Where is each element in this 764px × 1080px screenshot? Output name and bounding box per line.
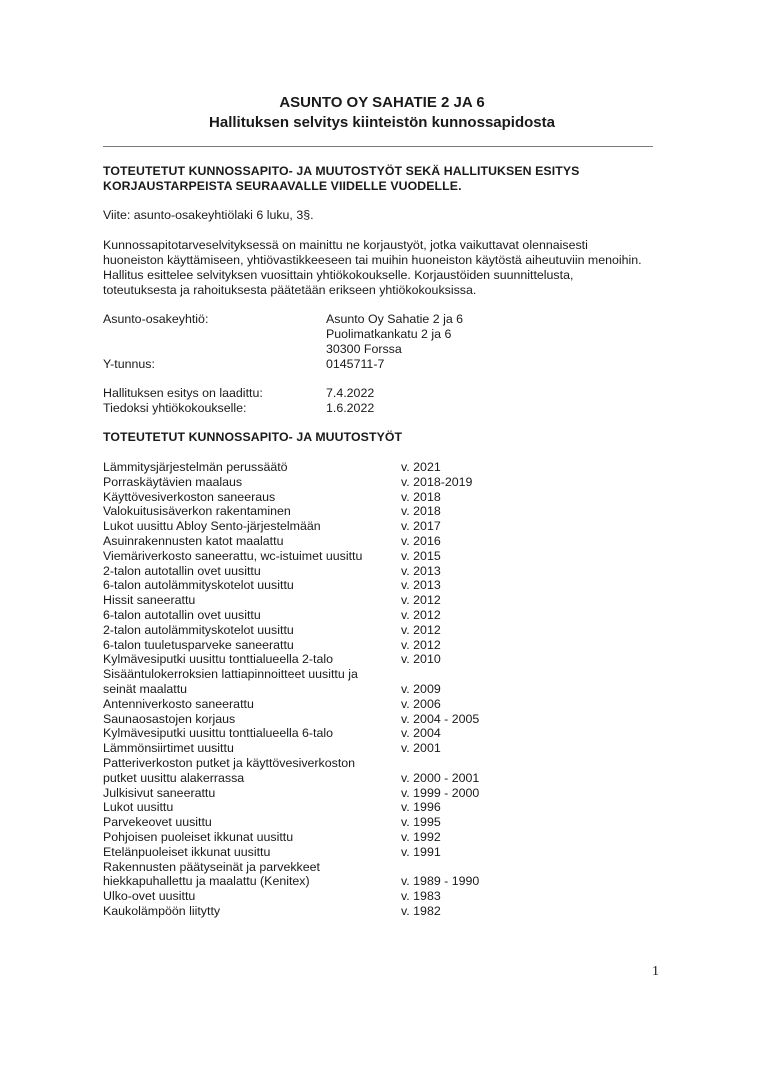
page-number: 1 [652, 964, 659, 979]
work-description: hiekkapuhallettu ja maalattu (Kenitex) [103, 874, 310, 889]
work-year: v. 2004 [401, 726, 441, 741]
law-reference: Viite: asunto-osakeyhtiölaki 6 luku, 3§. [103, 208, 314, 222]
document-subtitle: Hallituksen selvitys kiinteistön kunnossapidosta [209, 114, 555, 131]
section-heading-line: KORJAUSTARPEISTA SEURAAVALLE VIIDELLE VUODELLE. [103, 179, 462, 193]
work-description: Asuinrakennusten katot maalattu [103, 534, 284, 548]
work-description: Pohjoisen puoleiset ikkunat uusittu [103, 830, 294, 844]
work-description: 6-talon autolämmityskotelot uusittu [103, 578, 294, 593]
work-description: Lämmitysjärjestelmän perussäätö [103, 460, 288, 474]
intro-line: toteutuksesta ja rahoituksesta päätetään erikseen yhtiökokouksissa. [103, 283, 477, 297]
work-year: v. 2012 [401, 637, 441, 652]
work-description: putket uusittu alakerrassa [103, 770, 245, 785]
work-description: Valokuitusisäverkon rakentaminen [103, 504, 291, 519]
work-description: Viemäriverkosto saneerattu, wc-istuimet uusittu [103, 548, 363, 563]
work-year: v. 1999 - 2000 [401, 785, 480, 800]
work-description: Julkisivut saneerattu [103, 785, 216, 800]
work-year: v. 2010 [401, 652, 441, 667]
section-heading-line: TOTEUTETUT KUNNOSSAPITO- JA MUUTOSTYÖT SEKÄ HALLITUKSEN ESITYS [103, 164, 580, 178]
work-description: Kylmävesiputki uusittu tonttialueella 6-talo [103, 726, 334, 741]
document-title: ASUNTO OY SAHATIE 2 JA 6 [279, 94, 485, 111]
work-year: v. 2013 [401, 563, 441, 578]
work-description: 2-talon autolämmityskotelot uusittu [103, 622, 294, 637]
intro-line: Hallitus esittelee selvityksen vuosittain yhtiökokoukselle. Korjaustöiden suunnittelusta, [103, 268, 574, 282]
work-description: Parvekeovet uusittu [103, 815, 212, 830]
work-description: Porraskäytävien maalaus [103, 474, 243, 489]
work-year: v. 1989 - 1990 [401, 874, 480, 889]
work-description: Käyttövesiverkoston saneeraus [103, 489, 276, 504]
title-divider [103, 146, 653, 147]
section-heading-completed-works: TOTEUTETUT KUNNOSSAPITO- JA MUUTOSTYÖT [103, 430, 403, 444]
meeting-label: Tiedoksi yhtiökokoukselle: [103, 401, 247, 415]
work-description: 2-talon autotallin ovet uusittu [103, 563, 261, 578]
ytunnus-label: Y-tunnus: [103, 357, 155, 371]
work-description: Kaukolämpöön liitytty [103, 904, 221, 918]
work-description: Antenniverkosto saneerattu [103, 696, 254, 711]
work-year: v. 2021 [401, 460, 441, 474]
company-name: Asunto Oy Sahatie 2 ja 6 [326, 312, 464, 326]
work-description: 6-talon autotallin ovet uusittu [103, 608, 261, 622]
work-year: v. 1982 [401, 904, 441, 918]
work-year: v. 1996 [401, 800, 441, 815]
work-description: Etelänpuoleiset ikkunat uusittu [103, 844, 271, 859]
work-year: v. 1995 [401, 815, 441, 830]
work-description: Saunaosastojen korjaus [103, 711, 236, 726]
intro-line: huoneiston käyttämiseen, yhtiövastikkeeseen tai muihin huoneiston käytöstä aiheutuviin menoihin. [103, 253, 642, 267]
work-description: Lukot uusittu [103, 800, 174, 815]
company-label: Asunto-osakeyhtiö: [103, 312, 209, 326]
work-year: v. 2016 [401, 534, 441, 548]
work-year: v. 2009 [401, 682, 441, 696]
work-year: v. 2015 [401, 548, 441, 563]
work-year: v. 2012 [401, 593, 441, 608]
ytunnus-value: 0145711-7 [326, 357, 385, 371]
intro-paragraph [103, 238, 663, 298]
work-description: Kylmävesiputki uusittu tonttialueella 2-talo [103, 652, 334, 667]
work-year: v. 2018-2019 [401, 474, 473, 489]
work-description: Ulko-ovet uusittu [103, 889, 196, 904]
work-description: Rakennusten päätyseinät ja parvekkeet [103, 859, 320, 874]
company-postal: 30300 Forssa [326, 342, 402, 356]
work-year: v. 2004 - 2005 [401, 711, 480, 726]
work-year: v. 1991 [401, 844, 441, 859]
work-description: 6-talon tuuletusparveke saneerattu [103, 637, 294, 652]
work-year: v. 1983 [401, 889, 441, 904]
work-year: v. 2017 [401, 519, 441, 534]
prepared-date: 7.4.2022 [326, 386, 375, 400]
work-year: v. 2018 [401, 489, 441, 504]
work-description: seinät maalattu [103, 682, 188, 696]
company-street: Puolimatkankatu 2 ja 6 [326, 327, 452, 341]
work-year: v. 2018 [401, 504, 441, 519]
work-year: v. 2000 - 2001 [401, 770, 480, 785]
intro-line: Kunnossapitotarveselvityksessä on mainittu ne korjaustyöt, jotka vaikuttavat olennaisesti [103, 238, 588, 252]
work-description: Lukot uusittu Abloy Sento-järjestelmään [103, 519, 321, 534]
work-year: v. 2001 [401, 741, 441, 756]
work-year: v. 2006 [401, 696, 441, 711]
prepared-label: Hallituksen esitys on laadittu: [103, 386, 263, 400]
work-description: Hissit saneerattu [103, 593, 196, 608]
work-year: v. 1992 [401, 830, 441, 844]
work-description: Patteriverkoston putket ja käyttövesiverkoston [103, 756, 356, 770]
work-description: Lämmönsiirtimet uusittu [103, 741, 234, 756]
section-heading-maintenance-and-plan [103, 164, 579, 194]
work-description: Sisääntulokerroksien lattiapinnoitteet uusittu ja [103, 667, 358, 682]
meeting-date: 1.6.2022 [326, 401, 375, 415]
work-year: v. 2013 [401, 578, 441, 593]
work-year: v. 2012 [401, 622, 441, 637]
work-year: v. 2012 [401, 608, 441, 622]
